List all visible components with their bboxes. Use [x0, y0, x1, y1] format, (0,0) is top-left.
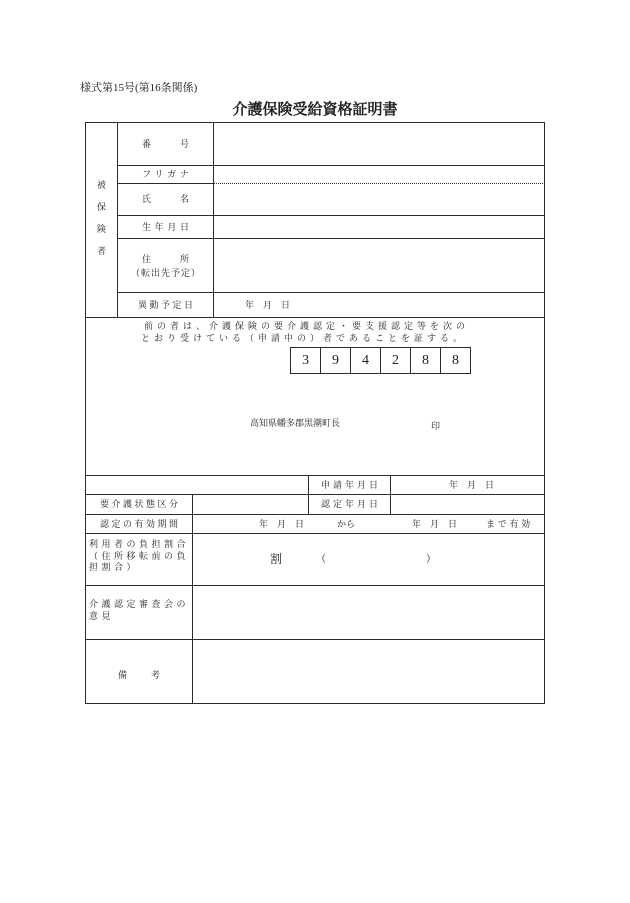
committee-opinion-value-cell [192, 585, 545, 640]
document-title: 介護保険受給資格証明書 [232, 102, 398, 118]
move-date-value-cell [213, 292, 545, 318]
issuer-name: 高知県幡多郡黒潮町長 [250, 418, 341, 428]
application-date-value-cell [390, 475, 545, 495]
furigana-label: フリガナ [142, 169, 193, 179]
move-date-value: 年 月 日 [245, 299, 291, 310]
insured-number-label: 番 号 [141, 138, 193, 149]
code-digit-box: 4 [350, 347, 381, 374]
burden-ratio-paren-open: （ [316, 554, 326, 565]
code-digit-box: 8 [410, 347, 441, 374]
address-label-cell [117, 238, 214, 293]
name-label-cell [117, 183, 214, 216]
committee-opinion-label-line: 意見 [89, 610, 115, 621]
address-label: 住 所 [141, 253, 193, 264]
certification-date-label: 認定年月日 [320, 499, 381, 509]
move-date-label-cell [117, 292, 214, 318]
application-date-value: 年 月 日 [449, 479, 495, 490]
code-digit-box: 8 [440, 347, 471, 374]
insured-section-cell [85, 122, 118, 318]
remarks-label-cell [85, 639, 193, 704]
certification-statement-cell [85, 317, 545, 476]
blank-cell [85, 475, 309, 495]
insured-section-label: 被保険者 [96, 180, 106, 268]
address-value-cell [213, 238, 545, 293]
validity-label-cell [85, 514, 193, 534]
committee-opinion-label [89, 599, 189, 622]
application-date-label: 申請年月日 [320, 479, 381, 490]
application-date-label-cell [308, 475, 391, 495]
burden-ratio-label-line: 担割合） [89, 562, 140, 572]
birth-date-label-cell [117, 215, 214, 239]
remarks-label: 備 考 [117, 670, 162, 680]
form-number: 様式第15号(第16条関係) [80, 82, 198, 94]
validity-label: 認定の有効期間 [99, 518, 181, 529]
insured-number-value-cell [213, 122, 545, 166]
code-digit-box: 9 [320, 347, 351, 374]
care-level-value-cell [192, 494, 309, 515]
care-level-label: 要介護状態区分 [99, 499, 181, 509]
validity-from-text: から [337, 518, 356, 529]
care-level-label-cell [85, 494, 193, 515]
certification-date-value-cell [390, 494, 545, 515]
committee-opinion-label-line: 介護認定審査会の [89, 599, 190, 609]
code-digit-box: 2 [380, 347, 411, 374]
name-value-cell [213, 183, 545, 216]
burden-ratio-label-cell [85, 533, 193, 586]
certification-date-label-cell [308, 494, 391, 515]
code-digit-box: 3 [290, 347, 321, 374]
certificate-code [290, 347, 471, 374]
burden-ratio-paren-close: ） [426, 554, 436, 565]
burden-ratio-label-line: （住所移転前の負 [89, 550, 190, 561]
name-label: 氏 名 [141, 194, 193, 204]
validity-value-cell [192, 514, 545, 534]
address-sublabel: （転出先予定） [130, 267, 201, 278]
birth-date-value-cell [213, 215, 545, 239]
furigana-label-cell [117, 165, 214, 184]
validity-end-date: 年 月 日 [412, 518, 458, 529]
validity-until-text: まで有効 [486, 518, 533, 529]
statement-line: 前の者は、介護保険の要介護認定・要支援認定等を次の [144, 321, 470, 331]
burden-ratio-unit: 割 [270, 552, 283, 566]
burden-ratio-label-line: 利用者の負担割合 [89, 539, 190, 549]
burden-ratio-label [89, 539, 189, 574]
furigana-value-cell [213, 165, 545, 184]
seal-mark: 印 [431, 421, 441, 431]
validity-start-date: 年 月 日 [259, 518, 305, 529]
move-date-label: 異動予定日 [137, 299, 196, 310]
remarks-value-cell [192, 639, 545, 704]
statement-line: とおり受けている（申請中の）者であることを証する。 [141, 333, 467, 343]
insured-number-label-cell [117, 122, 214, 166]
committee-opinion-label-cell [85, 585, 193, 640]
burden-ratio-value-cell [192, 533, 545, 586]
birth-date-label: 生年月日 [141, 221, 193, 232]
